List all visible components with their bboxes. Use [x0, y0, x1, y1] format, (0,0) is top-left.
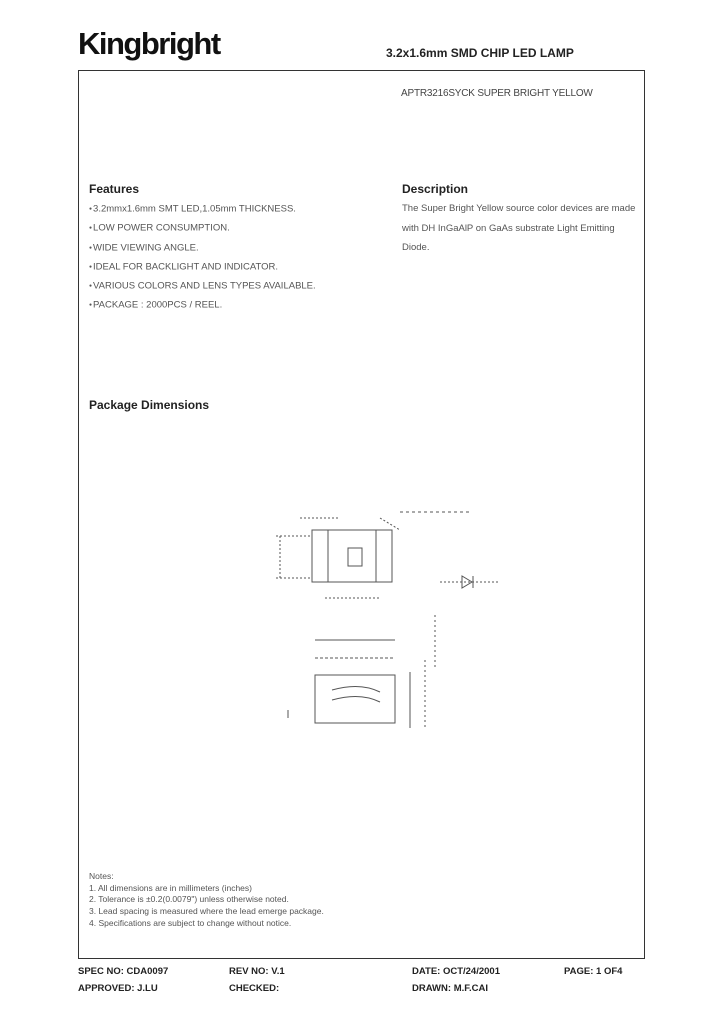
description-line: The Super Bright Yellow source color devices are made [402, 203, 636, 214]
page-number: PAGE: 1 OF4 [564, 966, 623, 977]
diode-symbol [462, 576, 472, 588]
package-dimensions-heading: Package Dimensions [89, 398, 210, 412]
part-number: APTR3216SYCK SUPER BRIGHT YELLOW [401, 88, 593, 99]
checked-by: CHECKED: [229, 983, 280, 994]
notes-title: Notes: [89, 871, 114, 881]
led-chip-die [348, 548, 362, 566]
features-heading: Features [89, 182, 140, 196]
feature-item: ● 3.2mmx1.6mm SMT LED,1.05mm THICKNESS. [89, 203, 316, 222]
note-item: 4. Specifications are subject to change without notice. [89, 917, 292, 928]
document-date: DATE: OCT/24/2001 [412, 966, 500, 977]
note-item: 2. Tolerance is ±0.2(0.0079") unless otherwise noted. [89, 894, 289, 905]
notes-block [89, 871, 324, 930]
description-text [402, 203, 646, 262]
led-bottom-view-outline [315, 675, 395, 723]
revision-number: REV NO: V.1 [229, 966, 285, 977]
feature-item: ● LOW POWER CONSUMPTION. [89, 222, 316, 241]
led-top-view-outline [312, 530, 392, 582]
document-title: 3.2x1.6mm SMD CHIP LED LAMP [386, 46, 574, 60]
feature-item: ● WIDE VIEWING ANGLE. [89, 242, 316, 261]
description-line: Diode. [402, 242, 430, 254]
description-heading: Description [402, 182, 469, 196]
spec-number: SPEC NO: CDA0097 [78, 966, 169, 977]
drawn-by: DRAWN: M.F.CAI [412, 983, 488, 994]
description-line: with DH InGaAlP on GaAs substrate Light Emitting [402, 222, 615, 234]
note-item: 3. Lead spacing is measured where the lead emerge package. [89, 906, 324, 917]
feature-item: ● PACKAGE : 2000PCS / REEL. [89, 299, 316, 318]
package-dimensions-drawing [270, 500, 530, 740]
approved-by: APPROVED: J.LU [78, 983, 158, 994]
feature-item: ● IDEAL FOR BACKLIGHT AND INDICATOR. [89, 261, 316, 280]
features-list [89, 203, 316, 319]
brand-logo: Kingbright [78, 26, 220, 61]
note-item: 1. All dimensions are in millimeters (inches) [89, 882, 252, 893]
feature-item: ● VARIOUS COLORS AND LENS TYPES AVAILABLE. [89, 280, 316, 299]
